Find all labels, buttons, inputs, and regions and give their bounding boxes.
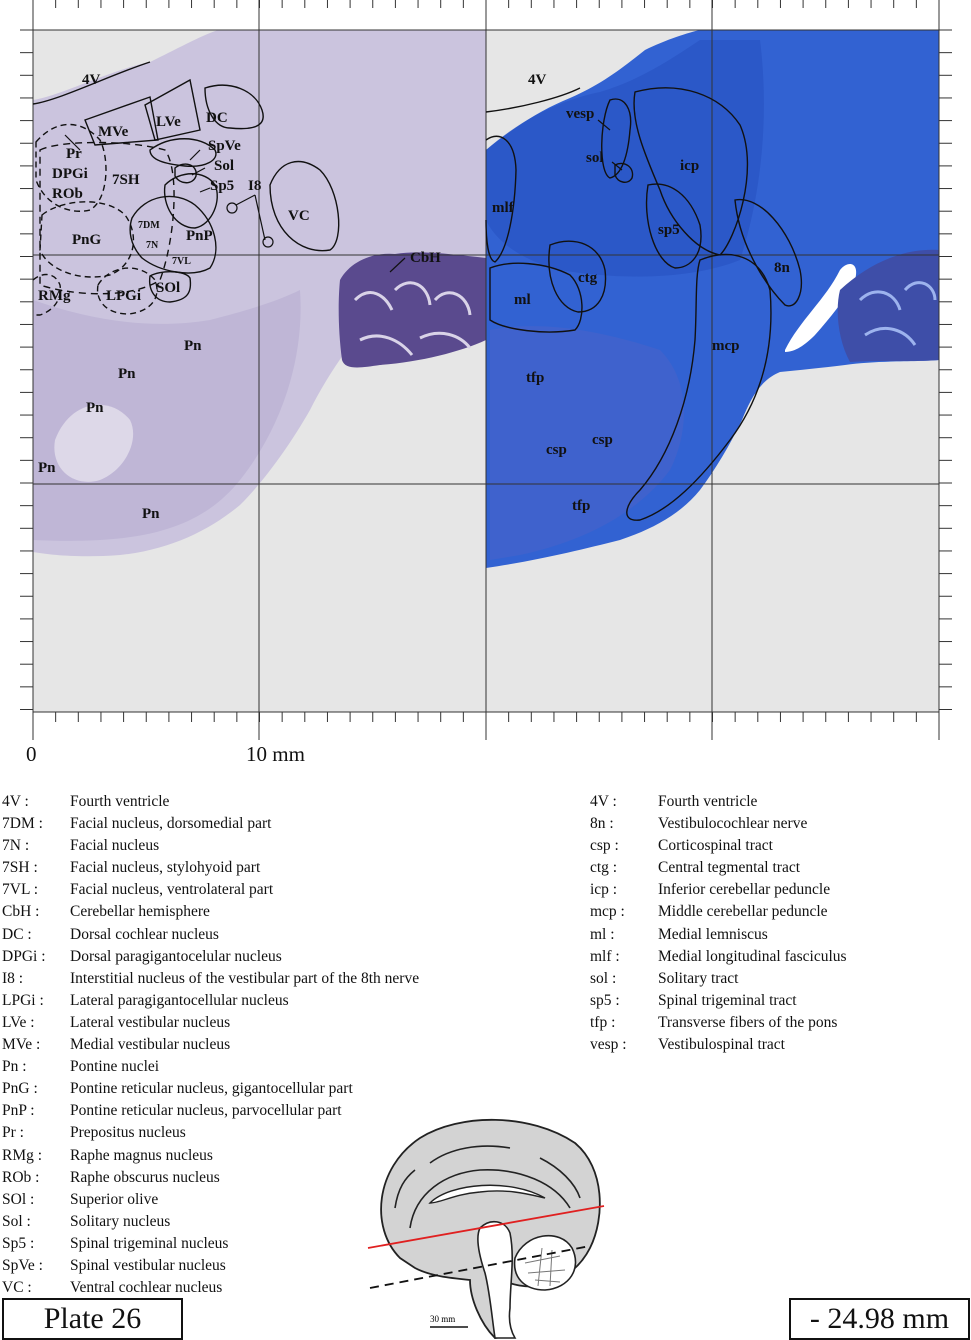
legend-description: Medial longitudinal fasciculus <box>658 947 847 965</box>
legend-entry <box>590 1012 960 1034</box>
legend-description: Fourth ventricle <box>70 793 170 810</box>
legend-entry <box>2 835 562 857</box>
label-tfp-2: tfp <box>572 498 591 514</box>
label-vesp: vesp <box>566 106 595 122</box>
label-RMg: RMg <box>38 288 71 304</box>
legend-entry <box>2 879 562 901</box>
scale-zero-label: 0 <box>26 742 37 766</box>
legend-entry <box>2 1078 562 1100</box>
legend-entry <box>2 1056 562 1078</box>
legend-abbreviation: 8n : <box>590 815 614 833</box>
label-Sol: Sol <box>214 158 235 174</box>
legend-entry <box>590 791 960 813</box>
label-mcp: mcp <box>712 338 740 354</box>
legend-description: Dorsal paragigantocelular nucleus <box>70 947 282 965</box>
label-ctg: ctg <box>578 270 598 286</box>
legend-description: Vestibulocochlear nerve <box>658 815 808 833</box>
legend-entry <box>590 990 960 1012</box>
label-7DM: 7DM <box>138 220 160 231</box>
label-Pr: Pr <box>66 146 82 162</box>
legend-abbreviation: ctg : <box>590 859 618 877</box>
legend-abbreviation: 7N : <box>2 837 30 855</box>
legend-description: Pontine reticular nucleus, parvocellular part <box>70 1102 342 1120</box>
legend-description: Dorsal cochlear nucleus <box>70 925 219 943</box>
label-Pn-5: Pn <box>142 506 160 522</box>
label-CbH: CbH <box>410 250 441 266</box>
legend-description: Cerebellar hemisphere <box>70 903 210 921</box>
label-SOl: SOl <box>156 280 181 296</box>
legend-description: Lateral paragigantocellular nucleus <box>70 991 289 1009</box>
inset-scale-label: 30 mm <box>430 1314 456 1324</box>
legend-abbreviation: Sp5 : <box>2 1234 35 1252</box>
label-DPGi: DPGi <box>52 166 88 182</box>
label-Pn-3: Pn <box>86 400 104 416</box>
legend-abbreviation: Pn : <box>2 1058 27 1076</box>
legend-description: Corticospinal tract <box>658 837 773 855</box>
legend-abbreviation: 4V : <box>2 793 29 810</box>
legend-description: Solitary nucleus <box>70 1212 171 1230</box>
legend-abbreviation: mcp : <box>590 903 625 921</box>
legend-entry <box>590 946 960 968</box>
legend-description: Middle cerebellar peduncle <box>658 903 828 921</box>
legend-description: Vestibulospinal tract <box>658 1036 785 1054</box>
legend-entry <box>590 813 960 835</box>
label-4V-right: 4V <box>528 72 547 88</box>
label-LPGi: LPGi <box>106 288 142 304</box>
legend-description: Medial lemniscus <box>658 925 768 943</box>
label-SpVe: SpVe <box>208 138 241 154</box>
legend-abbreviation: LPGi : <box>2 991 44 1009</box>
legend-abbreviation: SpVe : <box>2 1256 43 1274</box>
legend-entry <box>2 1012 562 1034</box>
label-4V-left: 4V <box>82 72 101 88</box>
legend-entry <box>2 990 562 1012</box>
legend-entry <box>2 901 562 923</box>
label-ml: ml <box>514 292 531 308</box>
legend-entry <box>2 946 562 968</box>
legend-abbreviation: RMg : <box>2 1146 43 1164</box>
legend-description: Pontine nuclei <box>70 1058 160 1076</box>
legend-abbreviation: Sol : <box>2 1212 31 1230</box>
label-7SH: 7SH <box>112 172 140 188</box>
legend-abbreviation: 7DM : <box>2 815 43 833</box>
brain-inset-diagram <box>360 1108 610 1340</box>
legend-description: Spinal trigeminal tract <box>658 991 797 1009</box>
legend-description: Lateral vestibular nucleus <box>70 1013 231 1031</box>
legend-description: Medial vestibular nucleus <box>70 1036 231 1054</box>
legend-description: Superior olive <box>70 1190 159 1208</box>
legend-description: Raphe magnus nucleus <box>70 1146 213 1164</box>
legend-description: Prepositus nucleus <box>70 1124 186 1142</box>
legend-description: Facial nucleus, ventrolateral part <box>70 881 274 899</box>
legend-entry <box>2 924 562 946</box>
legend-abbreviation: Pr : <box>2 1124 24 1142</box>
legend-abbreviation: tfp : <box>590 1013 616 1031</box>
legend-abbreviation: VC : <box>2 1279 32 1297</box>
legend-abbreviation: ml : <box>590 925 615 943</box>
legend-abbreviation: ROb : <box>2 1168 40 1186</box>
label-MVe: MVe <box>98 124 129 140</box>
label-icp: icp <box>680 158 700 174</box>
legend-entry <box>2 857 562 879</box>
label-8n: 8n <box>774 260 790 276</box>
label-Sp5: Sp5 <box>210 178 235 194</box>
label-sp5: sp5 <box>658 222 680 238</box>
label-sol: sol <box>586 150 604 166</box>
label-ROb: ROb <box>52 186 83 202</box>
legend-entry <box>2 791 562 813</box>
label-I8: I8 <box>248 178 262 194</box>
legend-abbreviation: csp : <box>590 837 619 855</box>
label-DC: DC <box>206 110 228 126</box>
legend-description: Facial nucleus <box>70 837 160 855</box>
legend-abbreviation: sol : <box>590 969 617 987</box>
legend-description: Spinal trigeminal nucleus <box>70 1234 229 1252</box>
legend-abbreviation: vesp : <box>590 1036 627 1054</box>
legend-description: Fourth ventricle <box>658 793 758 810</box>
legend-entry <box>2 968 562 990</box>
legend-abbreviation: 7SH : <box>2 859 38 877</box>
legend-entry <box>590 901 960 923</box>
legend-entry <box>590 968 960 990</box>
legend-abbreviation: LVe : <box>2 1013 35 1031</box>
legend-abbreviation: PnP : <box>2 1102 35 1120</box>
legend-abbreviation: PnG : <box>2 1080 38 1098</box>
label-tfp-1: tfp <box>526 370 545 386</box>
legend-abbreviation: sp5 : <box>590 991 620 1009</box>
legend-description: Raphe obscurus nucleus <box>70 1168 220 1186</box>
legend-abbreviation: DPGi : <box>2 947 46 965</box>
legend-abbreviation: DC : <box>2 925 32 943</box>
label-csp-1: csp <box>546 442 567 458</box>
legend-description: Ventral cochlear nucleus <box>70 1279 223 1297</box>
plate-number-box: Plate 26 <box>2 1298 183 1340</box>
legend-abbreviation: 4V : <box>590 793 617 810</box>
label-csp-2: csp <box>592 432 613 448</box>
legend-entry <box>590 857 960 879</box>
legend-abbreviation: CbH : <box>2 903 40 921</box>
legend-abbreviation: SOl : <box>2 1190 35 1208</box>
label-Pn-1: Pn <box>184 338 202 354</box>
label-mlf: mlf <box>492 200 514 216</box>
legend-entry <box>590 879 960 901</box>
legend-entry <box>2 1034 562 1056</box>
legend-entry <box>2 813 562 835</box>
label-Pn-4: Pn <box>38 460 56 476</box>
label-PnP: PnP <box>186 228 213 244</box>
legend-description: Inferior cerebellar peduncle <box>658 881 831 899</box>
legend-description: Spinal vestibular nucleus <box>70 1256 226 1274</box>
legend-description: Central tegmental tract <box>658 859 801 877</box>
legend-entry <box>590 835 960 857</box>
label-PnG: PnG <box>72 232 102 248</box>
legend-description: Interstitial nucleus of the vestibular part of the 8th nerve <box>70 969 420 987</box>
legend-abbreviation: MVe : <box>2 1036 41 1054</box>
legend-abbreviation: icp : <box>590 881 618 899</box>
position-box: - 24.98 mm <box>789 1298 970 1340</box>
legend-abbreviation: I8 : <box>2 969 24 987</box>
scale-ten-mm-label: 10 mm <box>246 742 305 766</box>
legend-description: Solitary tract <box>658 969 739 987</box>
label-LVe: LVe <box>156 114 181 130</box>
legend-description: Pontine reticular nucleus, gigantocellular part <box>70 1080 353 1098</box>
label-7N: 7N <box>146 240 159 251</box>
label-VC: VC <box>288 208 310 224</box>
legend-entry <box>590 924 960 946</box>
label-7VL: 7VL <box>172 256 191 267</box>
legend-description: Facial nucleus, dorsomedial part <box>70 815 272 833</box>
legend-entry <box>590 1034 960 1056</box>
legend-right <box>590 791 960 1056</box>
legend-abbreviation: mlf : <box>590 947 620 965</box>
label-Pn-2: Pn <box>118 366 136 382</box>
legend-description: Facial nucleus, stylohyoid part <box>70 859 261 877</box>
legend-abbreviation: 7VL : <box>2 881 39 899</box>
legend-description: Transverse fibers of the pons <box>658 1013 838 1031</box>
